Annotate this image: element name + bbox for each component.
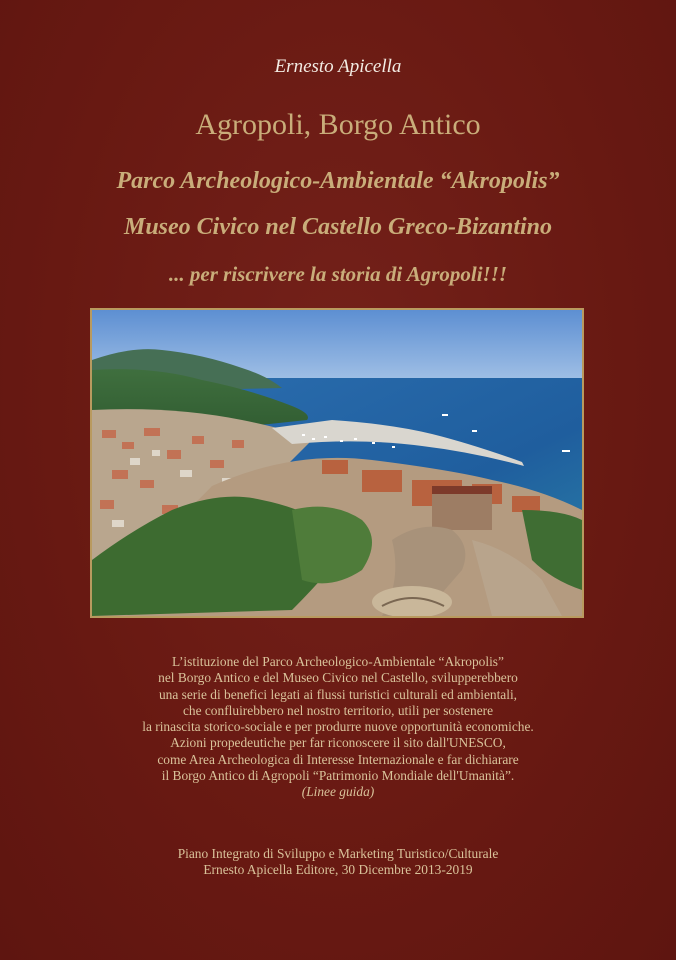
description-text — [0, 654, 676, 801]
description-line: il Borgo Antico di Agropoli “Patrimonio Mondiale dell'Umanità”. — [161, 768, 515, 784]
cover-tagline: ... per riscrivere la storia di Agropoli!!! — [168, 262, 508, 286]
author-name: Ernesto Apicella — [274, 56, 402, 77]
description-line: L’istituzione del Parco Archeologico-Ambientale “Akropolis” — [172, 654, 504, 669]
description-line: una serie di benefici legati ai flussi turistici culturali ed ambientali, — [158, 686, 518, 702]
guidelines-note: (Linee guida) — [301, 784, 375, 800]
description-line: la rinascita storico-sociale e per produrre nuove opportunità economiche. — [142, 719, 534, 735]
footer-plan-title: Piano Integrato di Sviluppo e Marketing Turistico/Culturale — [177, 846, 499, 861]
cover-footer — [0, 846, 676, 878]
cover-subtitle-park: Parco Archeologico-Ambientale “Akropolis” — [116, 168, 560, 194]
cover-title: Agropoli, Borgo Antico — [195, 108, 481, 141]
aerial-photo — [90, 308, 584, 618]
cover-subtitle-museum: Museo Civico nel Castello Greco-Bizantino — [123, 214, 552, 240]
description-line: che confluirebbero nel nostro territorio, utili per sostenere — [182, 702, 494, 718]
description-line: come Area Archeologica di Interesse Internazionale e far dichiarare — [157, 751, 519, 767]
footer-publisher: Ernesto Apicella Editore, 30 Dicembre 2013-2019 — [203, 862, 473, 877]
description-line: nel Borgo Antico e del Museo Civico nel Castello, svilupperebbero — [158, 670, 518, 686]
description-line: Azioni propedeutiche per far riconoscere il sito dall'UNESCO, — [170, 735, 506, 751]
aerial-photo-agropoli-icon — [92, 310, 582, 616]
